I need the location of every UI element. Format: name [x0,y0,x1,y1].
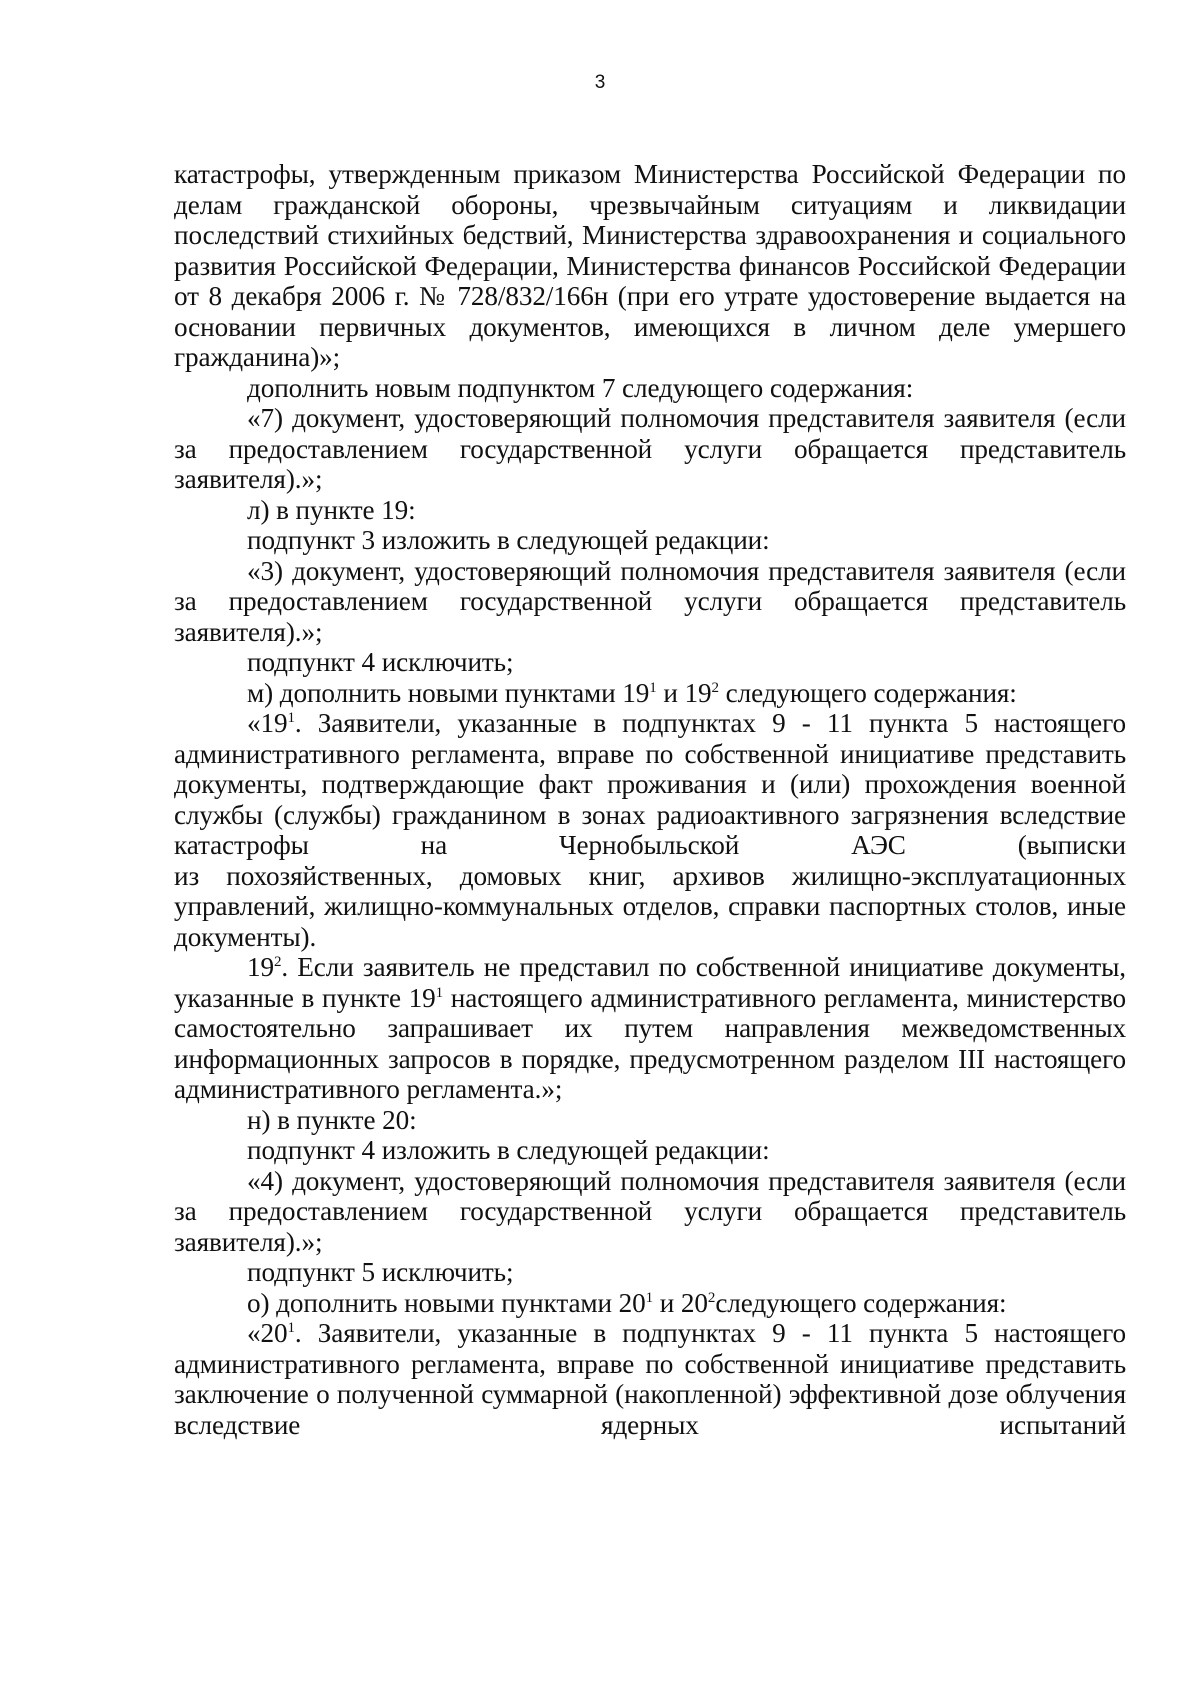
page-number: 3 [594,72,606,93]
paragraph-item-20-1: «$20^1$. Заявители, указанные в подпунктах 9 - 11 пункта 5 настоящего административного регламента, вправе по собственной инициативе представить заключение о полученной суммарной (накопленной) эффективной дозе облучения вследствие ядерных испытаний [174,1318,1126,1440]
document-body [174,159,1126,1440]
paragraph-subitem-4-heading: подпункт 4 изложить в следующей редакции: [247,1135,770,1165]
paragraph-item-o: о) дополнить новыми пунктами $20^1$ и $20^2следующего$ содержания: [247,1287,1007,1318]
paragraph-add-subitem-7: дополнить новым подпунктом 7 следующего содержания: [247,372,914,403]
paragraph-subitem-5-exclude: подпункт 5 исключить; [247,1257,514,1287]
paragraph-item-m: м) дополнить новыми пунктами $19^1$ и $19^2$ следующего содержания: [247,677,1017,708]
paragraph-item-l: л) в пункте 19: [247,494,416,525]
paragraph-item-19-1-continuation: из похозяйственных, домовых книг, архивов жилищно-эксплуатационных управлений, жилищно-коммунальных отделов, справки паспортных столов, иные документы). [174,860,1126,952]
paragraph-item-19-2: $19^2$. Если заявитель не представил по собственной инициативе документы, указанные в пункте $19^1$ настоящего административного регламента, министерство самостоятельно запрашивает их путем направления межведомственных информационных запросов в порядке, предусмотренном разделом III настоящего административного регламента.»; [174,952,1126,1104]
paragraph-subitem-7-text: «7) документ, удостоверяющий полномочия представителя заявителя (если за предоставлением государственной услуги обращается представитель заявителя).»; [174,403,1126,494]
paragraph-continuation: катастрофы, утвержденным приказом Министерства Российской Федерации по делам гражданской обороны, чрезвычайным ситуациям и ликвидации последствий стихийных бедствий, Министерства здравоохранения и социального развития Российской Федерации, Министерства финансов Российской Федерации от 8 декабря 2006 г. № 728/832/166н (при его утрате удостоверение выдается на основании первичных документов, имеющихся в личном деле умершего гражданина)»; [174,159,1126,372]
paragraph-subitem-3-heading: подпункт 3 изложить в следующей редакции: [247,525,770,555]
paragraph-subitem-4-exclude: подпункт 4 исключить; [247,647,514,677]
paragraph-subitem-3-text: «3) документ, удостоверяющий полномочия представителя заявителя (если за предоставлением государственной услуги обращается представитель заявителя).»; [174,555,1126,647]
paragraph-item-n: н) в пункте 20: [247,1104,417,1135]
paragraph-item-19-1: «$19^1$. Заявители, указанные в подпунктах 9 - 11 пункта 5 настоящего административного регламента, вправе по собственной инициативе представить документы, подтверждающие факт проживания и (или) прохождения военной службы (службы) гражданином в зонах радиоактивного загрязнения вследствие катастрофы на Чернобыльской АЭС (выписки [174,708,1126,860]
paragraph-subitem-4-text: «4) документ, удостоверяющий полномочия представителя заявителя (если за предоставлением государственной услуги обращается представитель заявителя).»; [174,1165,1126,1257]
